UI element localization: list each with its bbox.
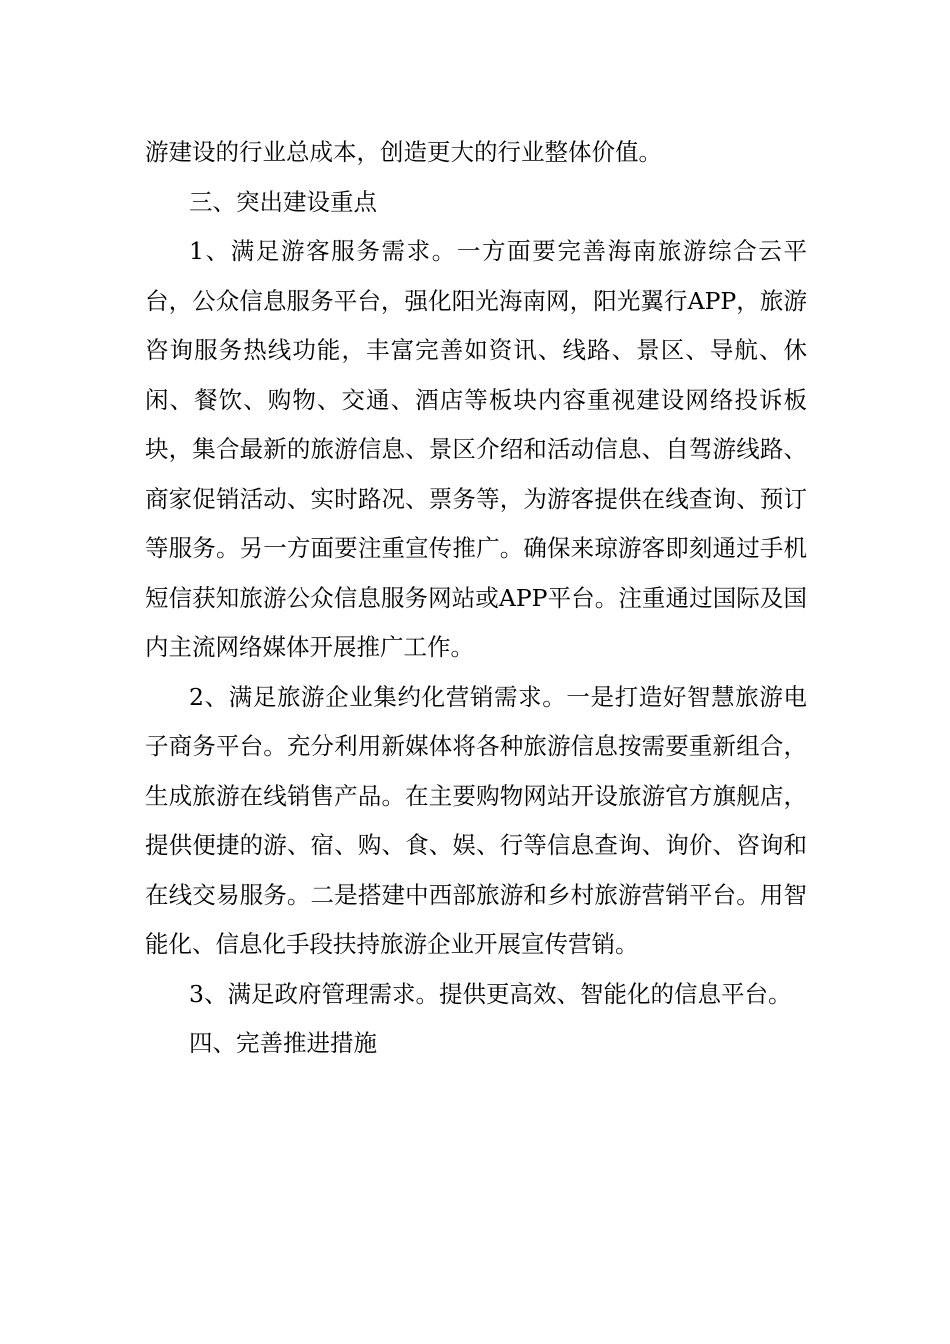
document-body [145,128,807,1069]
paragraph-item-1: 1、满足游客服务需求。一方面要完善海南旅游综合云平台，公众信息服务平台，强化阳光海南网，阳光翼行APP，旅游咨询服务热线功能，丰富完善如资讯、线路、景区、导航、休闲、餐饮、购物、交通、酒店等板块内容重视建设网络投诉板块，集合最新的旅游信息、景区介绍和活动信息、自驾游线路、商家促销活动、实时路况、票务等，为游客提供在线查询、预订等服务。另一方面要注重宣传推广。确保来琼游客即刻通过手机短信获知旅游公众信息服务网站或APP平台。注重通过国际及国内主流网络媒体开展推广工作。 [145,237,807,661]
paragraph-continuation: 游建设的行业总成本，创造更大的行业整体价值。 [145,138,662,166]
section-heading-3: 三、突出建设重点 [189,187,377,216]
paragraph-item-3: 3、满足政府管理需求。提供更高效、智能化的信息平台。 [189,979,792,1008]
paragraph-item-2: 2、满足旅游企业集约化营销需求。一是打造好智慧旅游电子商务平台。充分利用新媒体将各种旅游信息按需要重新组合，生成旅游在线销售产品。在主要购物网站开设旅游官方旗舰店，提供便捷的游、宿、购、食、娱、行等信息查询、询价、咨询和在线交易服务。二是搭建中西部旅游和乡村旅游营销平台。用智能化、信息化手段扶持旅游企业开展宣传营销。 [145,682,807,958]
section-heading-4: 四、完善推进措施 [189,1029,377,1057]
